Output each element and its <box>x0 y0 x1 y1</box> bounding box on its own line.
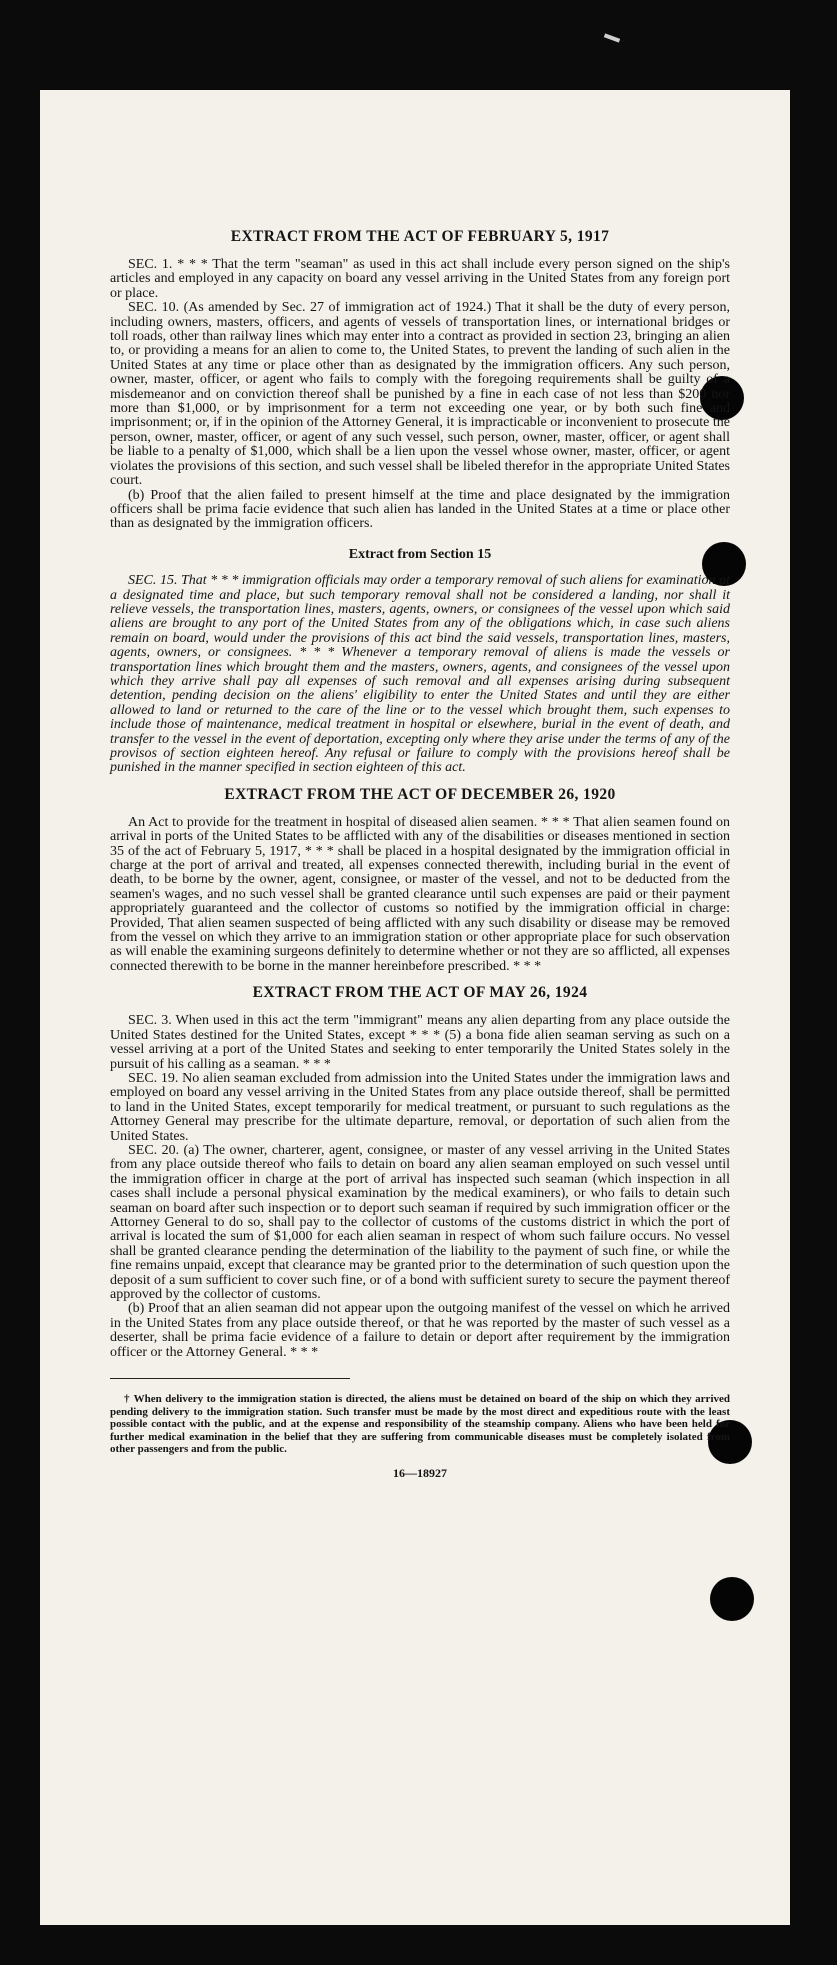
paragraph-act-1920: An Act to provide for the treatment in hospital of diseased alien seamen. * * * That alien seamen found on arrival in ports of the United States to be afflicted with any of the disabilities or diseases mentioned in section 35 of the act of February 5, 1917, * * * shall be placed in a hospital designated by the immigration official in charge at the port of arrival and treated, all expenses connected therewith, including burial in the event of death, to be borne by the owner, agent, consignee, or master of the vessel, and not to be deducted from the seamen's wages, and no such vessel shall be granted clearance until such expenses are paid or their payment appropriately guaranteed and the collector of customs so notified by the immigration official in charge: Provided, That alien seamen suspected of being afflicted with any such disability or disease may be removed from the vessel on which they arrive to an immigration station or other appropriate place for such observation as will enable the examining surgeons definitely to determine whether or not they are so afflicted, all expenses connected therewith to be borne in the manner hereinbefore prescribed. * * * <box>110 814 730 974</box>
paragraph-sec-20-b: (b) Proof that an alien seaman did not appear upon the outgoing manifest of the vessel on which he arrived in the United States from any place outside thereof, or that he was reported by the master of such vessel as a deserter, shall be prima facie evidence of a failure to detain or deport after requirement by the immigration officer or the Attorney General. * * * <box>110 1301 730 1360</box>
document-content <box>110 218 730 1480</box>
heading-act-1917: EXTRACT FROM THE ACT OF FEBRUARY 5, 1917 <box>230 228 610 245</box>
paragraph-sec-1: SEC. 1. * * * That the term "seaman" as used in this act shall include every person signed on the ship's articles and employed in any capacity on board any vessel arriving in the United States from any foreign port or place. <box>110 257 730 301</box>
paragraph-sec-19: SEC. 19. No alien seaman excluded from admission into the United States under the immigration laws and employed on board any vessel arriving in the United States from any place outside thereof, shall be permitted to land in the United States, except temporarily for medical treatment, or pursuant to such regulations as the Attorney General may prescribe for the ultimate departure, removal, or deportation of such alien from the United States. <box>110 1070 730 1144</box>
punch-hole-4 <box>710 1577 754 1621</box>
footnote <box>110 1393 730 1456</box>
paragraph-sec-20-a: SEC. 20. (a) The owner, charterer, agent, consignee, or master of any vessel arriving in the United States from any place outside thereof who fails to detain on board any alien seaman employed on such vessel until the immigration officer in charge at the port of arrival has inspected such seaman (which inspection in all cases shall include a personal physical examination by the medical examiners), or who fails to detain such seaman on board after such inspection or to deport such seaman if required by such immigration officer or the Attorney General to do so, shall pay to the collector of customs of the customs district in which the port of arrival is located the sum of $1,000 for each alien seaman in respect of whom such failure occurs. No vessel shall be granted clearance pending the determination of the liability to the payment of such fine, or while the fine remains unpaid, except that clearance may be granted prior to the determination of such question upon the deposit of a sum sufficient to cover such fine, or of a bond with sufficient surety to secure the payment thereof approved by the collector of customs. <box>110 1142 730 1302</box>
page-code: 16—18927 <box>393 1466 447 1480</box>
paragraph-sec-10: SEC. 10. (As amended by Sec. 27 of immigration act of 1924.) That it shall be the duty of every person, including owners, masters, officers, and agents of vessels of transportation lines, or international bridges or toll roads, other than railway lines which may enter into a contract as provided in section 23, bringing an alien to, or providing a means for an alien to come to, the United States, to prevent the landing of such alien in the United States at any time or place other than as designated by the immigration officers. Any such person, owner, master, officer, or agent who fails to comply with the foregoing requirements shall be guilty of a misdemeanor and on conviction thereof shall be punished by a fine in each case of not less than $200 nor more than $1,000, or by imprisonment for a term not exceeding one year, or by both such fine and imprisonment; or, if in the opinion of the Attorney General, it is impracticable or inconvenient to prosecute the person, owner, master, officer, or agent of any such vessel, such person, owner, master, officer, or agent shall be liable to a penalty of $1,000, which shall be a lien upon the vessel whose owner, master, officer, or agent violates the provisions of this section, and such vessel shall be libeled therefor in the appropriate United States court. <box>110 300 730 489</box>
paragraph-sec-10-b: (b) Proof that the alien failed to present himself at the time and place designated by the immigration officers shall be prima facie evidence that such alien has landed in the United States at a time or place other than as designated by the immigration officers. <box>110 487 730 532</box>
heading-section-15: Extract from Section 15 <box>348 546 492 562</box>
scan-mark <box>604 33 620 42</box>
footnote-divider <box>110 1378 350 1379</box>
heading-act-1924: EXTRACT FROM THE ACT OF MAY 26, 1924 <box>252 984 588 1002</box>
paragraph-sec-15: SEC. 15. That * * * immigration officials may order a temporary removal of such aliens for examination at a designated time and place, but such temporary removal shall not be considered a landing, nor shall it relieve vessels, the transportation lines, masters, agents, owners, or consignees of the vessel upon which said aliens are brought to any port of the United States from any of the obligations which, in case such aliens remain on board, would under the provisions of this act bind the said vessels, transportation lines, masters, agents, owners, or consignees. * * * Whenever a temporary removal of aliens is made the vessels or transportation lines which brought them and the masters, owners, agents, and consignees of the vessel upon which they arrive shall pay all expenses of such removal and all expenses arising during subsequent detention, pending decision on the aliens' eligibility to enter the United States and until they are either allowed to land or returned to the care of the line or to the vessel which brought them, such expenses to include those of maintenance, medical treatment in hospital or elsewhere, burial in the event of death, and transfer to the vessel in the event of deportation, excepting only where they arise under the terms of any of the provisos of section eighteen hereof. Any refusal or failure to comply with the provisions hereof shall be punished in the manner specified in section eighteen of this act. <box>110 573 730 776</box>
paragraph-sec-3: SEC. 3. When used in this act the term "immigrant" means any alien departing from any place outside the United States destined for the United States, except * * * (5) a bona fide alien seaman serving as such on a vessel arriving at a port of the United States and seeking to enter temporarily the United States solely in the pursuit of his calling as a seaman. * * * <box>110 1013 730 1072</box>
heading-act-1920: EXTRACT FROM THE ACT OF DECEMBER 26, 1920 <box>224 785 616 803</box>
footnote-text: † When delivery to the immigration station is directed, the aliens must be detained on board of the ship on which they arrived pending delivery to the immigration station. Such transfer must be made by the most direct and expeditious route with the least possible contact with the public, and at the expense and responsibility of the steamship company. Aliens who have been held for further medical examination in the belief that they are suffering from communicable diseases must be completely isolated from other passengers and from the public. <box>110 1393 730 1456</box>
